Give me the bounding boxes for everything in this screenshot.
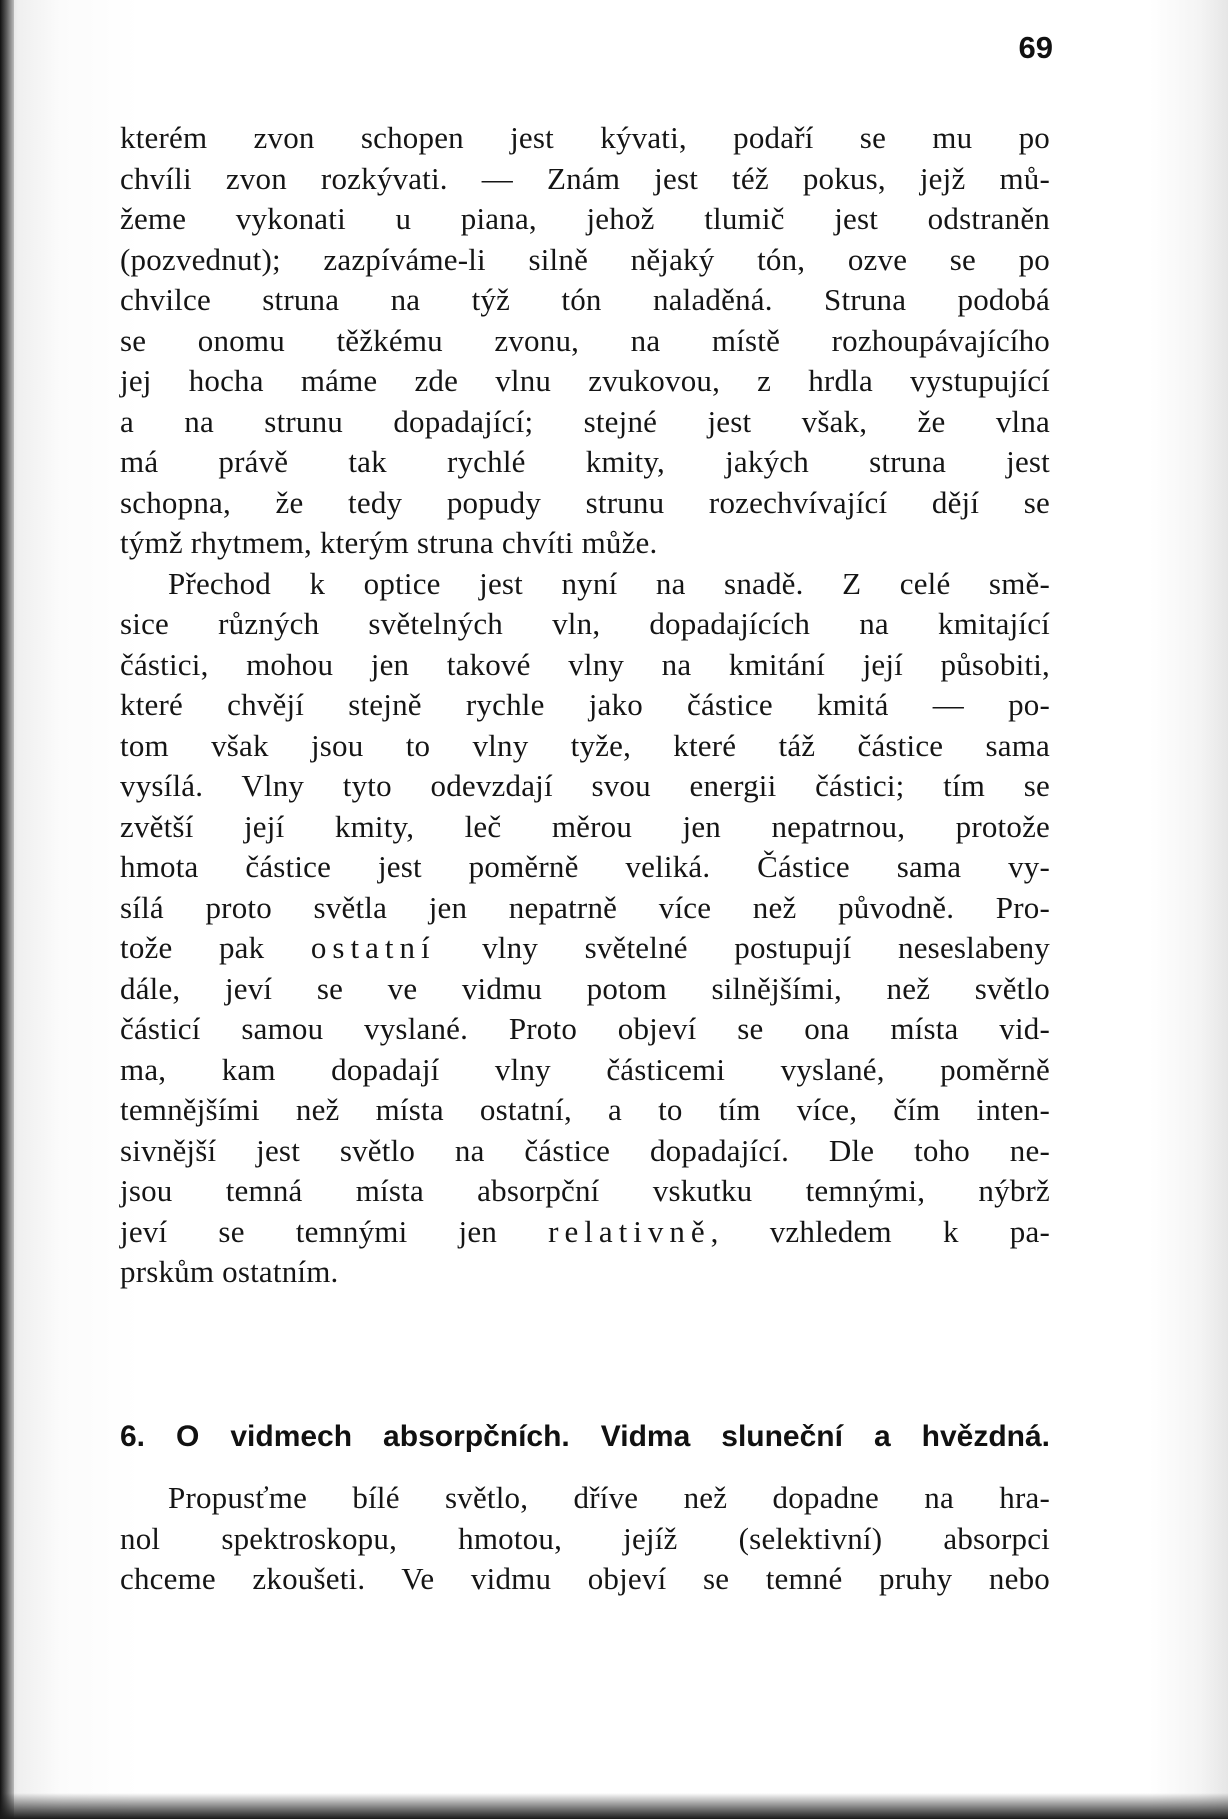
text-line: Propusťme bílé světlo, dříve než dopadne na hra-: [168, 1480, 1050, 1515]
text-line: částici, mohou jen takové vlny na kmitání její působiti,: [120, 646, 1050, 682]
text-line: [120, 928, 1050, 969]
binding-edge: [0, 0, 14, 1819]
text-line: žeme vykonati u piana, jehož tlumič jest odstraněn: [120, 201, 1050, 236]
text-segment: tože pak: [120, 930, 311, 965]
text-line: nol spektroskopu, hmotou, jejíž (selektivní) absorpci: [120, 1520, 1050, 1556]
text-line: (pozvednut); zazpíváme-li silně nějaký tón, ozve se po: [120, 241, 1050, 277]
spaced-emphasis: relativně: [548, 1213, 711, 1249]
text-line: tom však jsou to vlny tyže, které táž částice sama: [120, 727, 1050, 763]
section-heading: 6. O vidmech absorpčních. Vidma sluneční a hvězdná.: [120, 1420, 1050, 1453]
text-line: jsou temná místa absorpční vskutku temnými, nýbrž: [120, 1173, 1050, 1208]
text-line: hmota částice jest poměrně veliká. Částice sama vy-: [120, 849, 1050, 884]
text-line: které chvějí stejně rychle jako částice kmitá — po-: [120, 687, 1050, 722]
text-line: zvětší její kmity, leč měrou jen nepatrnou, protože: [120, 808, 1050, 844]
text-line: sice různých světelných vln, dopadajících na kmitající: [120, 606, 1050, 641]
text-line: chvíli zvon rozkývati. — Znám jest též pokus, jejž mů-: [120, 160, 1050, 196]
text-line: týmž rhytmem, kterým struna chvíti může.: [120, 525, 658, 560]
text-line: se onomu těžkému zvonu, na místě rozhoupávajícího: [120, 322, 1050, 358]
body-text: [120, 118, 1050, 1293]
text-segment: jeví se temnými jen: [120, 1213, 549, 1249]
text-segment: , vzhledem k pa-: [710, 1213, 1050, 1249]
text-line: schopna, že tedy popudy strunu rozechvívající dějí se: [120, 484, 1050, 520]
body-text-continued: [120, 1478, 1050, 1600]
text-line: chceme zkoušeti. Ve vidmu objeví se temné pruhy nebo: [120, 1561, 1050, 1596]
page-number: 69: [1018, 30, 1053, 65]
spaced-emphasis: ostatní: [310, 930, 436, 965]
text-line: [120, 1212, 1050, 1253]
text-line: chvilce struna na týž tón naladěná. Struna podobá: [120, 282, 1050, 317]
text-line: má právě tak rychlé kmity, jakých struna jest: [120, 444, 1050, 479]
text-line: temnějšími než místa ostatní, a to tím více, čím inten-: [120, 1092, 1050, 1127]
text-line: sílá proto světla jen nepatrně více než původně. Pro-: [120, 889, 1050, 925]
text-line: sivnější jest světlo na částice dopadající. Dle toho ne-: [120, 1132, 1050, 1168]
text-line: a na strunu dopadající; stejné jest však, že vlna: [120, 403, 1050, 439]
text-line: jej hocha máme zde vlnu zvukovou, z hrdla vystupující: [120, 363, 1050, 398]
text-line: Přechod k optice jest nyní na snadě. Z celé smě-: [168, 565, 1050, 601]
text-line: prskům ostatním.: [120, 1254, 339, 1289]
page-bottom-edge: [0, 1793, 1228, 1819]
text-line: ma, kam dopadají vlny částicemi vyslané, poměrně: [120, 1051, 1050, 1087]
text-line: dále, jeví se ve vidmu potom silnějšími, než světlo: [120, 970, 1050, 1006]
text-line: částicí samou vyslané. Proto objeví se ona místa vid-: [120, 1011, 1050, 1046]
text-line: kterém zvon schopen jest kývati, podaří se mu po: [120, 120, 1050, 155]
text-line: vysílá. Vlny tyto odevzdají svou energii částici; tím se: [120, 768, 1050, 803]
text-segment: vlny světelné postupují neseslabeny: [435, 930, 1050, 965]
